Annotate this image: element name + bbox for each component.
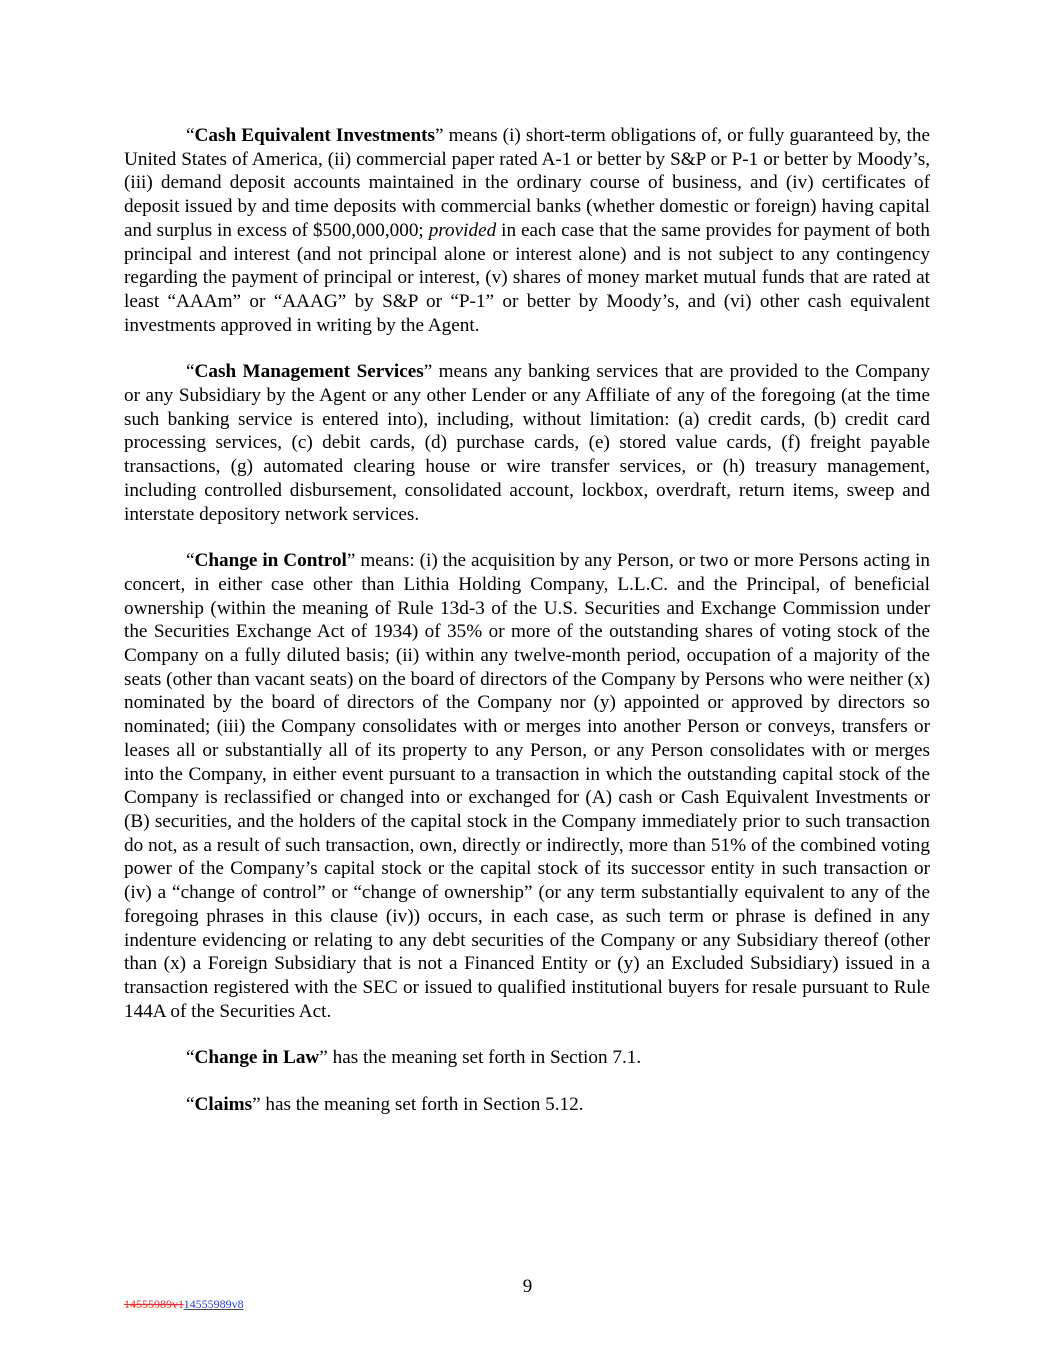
definition-claims: “Claims” has the meaning set forth in Section 5.12.: [186, 1094, 584, 1116]
definition-text: ” has the meaning set forth in Section 7.1.: [319, 1047, 642, 1069]
page-number: 9: [522, 1276, 533, 1297]
defined-term: Change in Law: [194, 1047, 320, 1069]
document-id: [124, 1297, 244, 1312]
definition-text: ” means (i) short-term obligations of, or fully guaranteed by, the United States of America, (ii) commercial paper rated A-1 or better by S&P or P-1 or better by Moody’s, (iii) demand deposit accounts maintained in the ordinary course of business, and (iv) certificates of deposit issued by and time deposits with commercial banks (whether domestic or foreign) having capital and surplus in excess of $500,000,000;: [124, 125, 930, 241]
defined-term: Cash Equivalent Investments: [194, 125, 435, 146]
definition-change-in-law: “Change in Law” has the meaning set forth in Section 7.1.: [186, 1047, 642, 1069]
defined-term: Claims: [194, 1094, 253, 1116]
definition-change-in-control: “Change in Control” means: (i) the acquisition by any Person, or two or more Persons acting in concert, in either case other than Lithia Holding Company, L.L.C. and the Principal, of beneficial ownership (within the meaning of Rule 13d-3 of the U.S. Securities and Exchange Commission under the Securities Exchange Act of 1934) of 35% or more of the outstanding shares of voting stock of the Company on a fully diluted basis; (ii) within any twelve-month period, occupation of a majority of the seats (other than vacant seats) on the board of directors of the Company by Persons who were neither (x) nominated by the board of directors of the Company nor (y) appointed or approved by directors so nominated; (iii) the Company consolidates with or merges into another Person or conveys, transfers or leases all or substantially all of its property to any Person, or any Person consolidates with or merges into the Company, in either event pursuant to a transaction in which the outstanding capital stock of the Company is reclassified or changed into or exchanged for (A) cash or Cash Equivalent Investments or (B) securities, and the holders of the capital stock in the Company immediately prior to such transaction do not, as a result of such transaction, own, directly or indirectly, more than 51% of the combined voting power of the Company’s capital stock or the capital stock of its successor entity in such transaction or (iv) a “change of control” or “change of ownership” (or any term substantially equivalent to any of the foregoing phrases in this clause (iv)) occurs, in each case, as such term or phrase is defined in any indenture evidencing or relating to any debt securities of the Company or any Subsidiary thereof (other than (x) a Foreign Subsidiary that is not a Financed Entity or (y) an Excluded Subsidiary) issued in a transaction registered with the SEC or issued to qualified institutional buyers for resale pursuant to Rule 144A of the Securities Act.: [124, 550, 930, 1022]
defined-term: Cash Management Services: [194, 361, 424, 383]
definition-text: ” means any banking services that are provided to the Company or any Subsidiary by the Agent or any other Lender or any Affiliate of any of the foregoing (at the time such banking service is entered into), including, without limitation: (a) credit cards, (b) credit card processing services, (c) debit cards, (d) purchase cards, (e) stored value cards, (f) freight payable transactions, (g) automated clearing house or wire transfer services, or (h) treasury management, including controlled disbursement, consolidated account, lockbox, overdraft, return items, sweep and interstate depository network services.: [124, 361, 930, 525]
definition-cash-equivalent-investments: “Cash Equivalent Investments” means (i) short-term obligations of, or fully guaranteed by, the United States of America, (ii) commercial paper rated A-1 or better by S&P or P-1 or better by Moody’s, (iii) demand deposit accounts maintained in the ordinary course of business, and (iv) certificates of deposit issued by and time deposits with commercial banks (whether domestic or foreign) having capital and surplus in excess of $500,000,000; provided in each case that the same provides for payment of both principal and interest (and not principal alone or interest alone) and is not subject to any contingency regarding the payment of principal or interest, (v) shares of money market mutual funds that are rated at least “AAAm” or “AAAG” by S&P or “P-1” or better by Moody’s, and (vi) other cash equivalent investments approved in writing by the Agent.: [124, 125, 930, 336]
emphasis-text: provided: [428, 219, 497, 241]
document-body: [124, 124, 930, 1140]
definition-text: ” has the meaning set forth in Section 5.12.: [252, 1094, 584, 1116]
document-id-deleted: 14555989v1: [124, 1297, 184, 1311]
definition-cash-management-services: “Cash Management Services” means any banking services that are provided to the Company or any Subsidiary by the Agent or any other Lender or any Affiliate of any of the foregoing (at the time such banking service is entered into), including, without limitation: (a) credit cards, (b) credit card processing services, (c) debit cards, (d) purchase cards, (e) stored value cards, (f) freight payable transactions, (g) automated clearing house or wire transfer services, or (h) treasury management, including controlled disbursement, consolidated account, lockbox, overdraft, return items, sweep and interstate depository network services.: [124, 361, 930, 525]
definition-text: ” means: (i) the acquisition by any Person, or two or more Persons acting in concert, in either case other than Lithia Holding Company, L.L.C. and the Principal, of beneficial ownership (within the meaning of Rule 13d-3 of the U.S. Securities and Exchange Commission under the Securities Exchange Act of 1934) of 35% or more of the outstanding shares of voting stock of the Company on a fully diluted basis; (ii) within any twelve-month period, occupation of a majority of the seats (other than vacant seats) on the board of directors of the Company by Persons who were neither (x) nominated by the board of directors of the Company nor (y) appointed or approved by directors so nominated; (iii) the Company consolidates with or merges into another Person or conveys, transfers or leases all or substantially all of its property to any Person, or any Person consolidates with or merges into the Company, in either event pursuant to a transaction in which the outstanding capital stock of the Company is reclassified or changed into or exchanged for (A) cash or Cash Equivalent Investments or (B) securities, and the holders of the capital stock in the Company immediately prior to such transaction do not, as a result of such transaction, own, directly or indirectly, more than 51% of the combined voting power of the Company’s capital stock or the capital stock of its successor entity in such transaction or (iv) a “change of control” or “change of ownership” (or any term substantially equivalent to any of the foregoing phrases in this clause (iv)) occurs, in each case, as such term or phrase is defined in any indenture evidencing or relating to any debt securities of the Company or any Subsidiary thereof (other than (x) a Foreign Subsidiary that is not a Financed Entity or (y) an Excluded Subsidiary) issued in a transaction registered with the SEC or issued to qualified institutional buyers for resale pursuant to Rule 144A of the Securities Act.: [124, 550, 930, 1022]
defined-term: Change in Control: [194, 550, 347, 572]
document-id-inserted: 14555989v8: [183, 1297, 244, 1311]
definition-text: in each case that the same provides for payment of both principal and interest (and not principal alone or interest alone) and is not subject to any contingency regarding the payment of principal or interest, (v) shares of money market mutual funds that are rated at least “AAAm” or “AAAG” by S&P or “P-1” or better by Moody’s, and (vi) other cash equivalent investments approved in writing by the Agent.: [124, 219, 930, 336]
